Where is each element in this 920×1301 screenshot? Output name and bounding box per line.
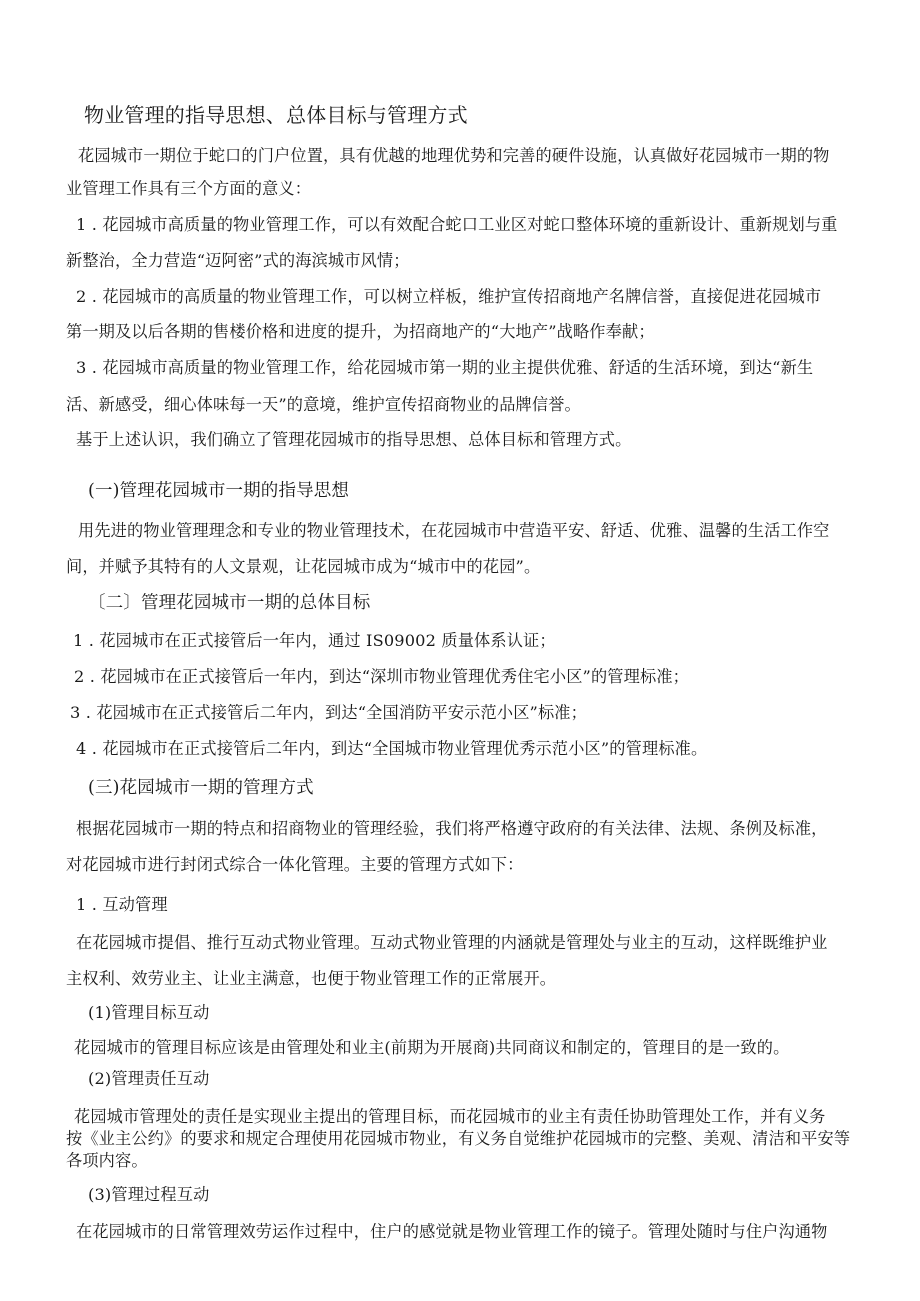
summary-paragraph: 基于上述认识，我们确立了管理花园城市的指导思想、总体目标和管理方式。 <box>76 430 632 449</box>
point-line: 活、新感受，细心体味每一天”的意境，维护宣传招商物业的品牌信誉。 <box>66 395 581 414</box>
section-heading: (三)花园城市一期的管理方式 <box>88 778 314 798</box>
section-line: 根据花园城市一期的特点和招商物业的管理经验，我们将严格遵守政府的有关法律、法规、条例及标准， <box>76 819 828 838</box>
section-line: 用先进的物业管理理念和专业的物业管理技术，在花园城市中营造平安、舒适、优雅、温馨的生活工作空 <box>78 521 830 540</box>
goal-item: 4 . 花园城市在正式接管后二年内，到达“全国城市物业管理优秀示范小区”的管理标准。 <box>76 739 708 758</box>
method-line: 在花园城市提倡、推行互动式物业管理。互动式物业管理的内涵就是管理处与业主的互动，这样既维护业 <box>76 933 828 952</box>
subsection-text: 在花园城市的日常管理效劳运作过程中，住户的感觉就是物业管理工作的镜子。管理处随时与住户沟通物 <box>76 1222 828 1241</box>
page-title: 物业管理的指导思想、总体目标与管理方式 <box>84 103 468 127</box>
goal-item: 1 . 花园城市在正式接管后一年内，通过 IS09002 质量体系认证； <box>73 631 556 650</box>
point-line: 第一期及以后各期的售楼价格和进度的提升，为招商地产的“大地产”战略作奉献； <box>66 322 655 341</box>
point-line: 3 . 花园城市高质量的物业管理工作，给花园城市第一期的业主提供优雅、舒适的生活环境，到达“新生 <box>76 358 814 377</box>
subsection-heading: (2)管理责任互动 <box>88 1069 210 1088</box>
intro-line: 业管理工作具有三个方面的意义： <box>66 179 312 198</box>
subsection-line: 各项内容。 <box>66 1151 148 1170</box>
subsection-line: 花园城市管理处的责任是实现业主提出的管理目标，而花园城市的业主有责任协助管理处工作，并有义务 <box>74 1107 826 1126</box>
method-heading: 1 . 互动管理 <box>76 895 168 914</box>
method-line: 主权利、效劳业主、让业主满意，也便于物业管理工作的正常展开。 <box>66 969 557 988</box>
point-line: 新整治，全力营造“迈阿密”式的海滨城市风情； <box>66 251 410 270</box>
subsection-heading: (1)管理目标互动 <box>88 1003 210 1022</box>
goal-item: 3 . 花园城市在正式接管后二年内，到达“全国消防平安示范小区”标准； <box>70 703 587 722</box>
point-line: 1 . 花园城市高质量的物业管理工作，可以有效配合蛇口工业区对蛇口整体环境的重新设计、重新规划与重 <box>76 215 838 234</box>
intro-line: 花园城市一期位于蛇口的门户位置，具有优越的地理优势和完善的硬件设施，认真做好花园城市一期的物 <box>78 146 830 165</box>
point-line: 2 . 花园城市的高质量的物业管理工作，可以树立样板，维护宣传招商地产名牌信誉，直接促进花园城市 <box>76 287 822 306</box>
section-line: 对花园城市进行封闭式综合一体化管理。主要的管理方式如下： <box>66 855 524 874</box>
subsection-text: 花园城市的管理目标应该是由管理处和业主(前期为开展商)共同商议和制定的，管理目的是一致的。 <box>74 1038 790 1057</box>
section-heading: (一)管理花园城市一期的指导思想 <box>88 481 350 501</box>
goal-item: 2 . 花园城市在正式接管后一年内，到达“深圳市物业管理优秀住宅小区”的管理标准； <box>74 667 689 686</box>
section-heading: 〔二〕管理花园城市一期的总体目标 <box>88 593 371 613</box>
subsection-heading: (3)管理过程互动 <box>88 1185 210 1204</box>
subsection-line: 按《业主公约》的要求和规定合理使用花园城市物业，有义务自觉维护花园城市的完整、美观、清洁和平安等 <box>66 1129 851 1148</box>
section-line: 间，并赋予其特有的人文景观，让花园城市成为“城市中的花园”。 <box>66 557 541 576</box>
